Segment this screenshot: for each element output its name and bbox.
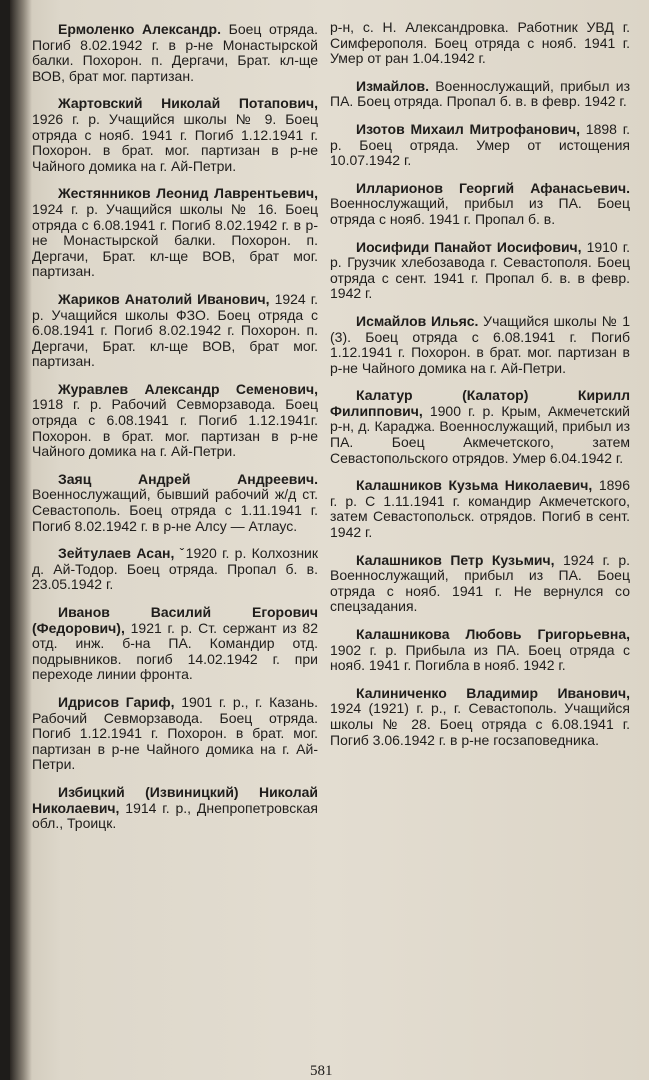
- entry: [32, 785, 318, 832]
- entry-name: Избицкий (Извиницкий) Николай Николаевич,: [32, 783, 318, 816]
- entry-name: Ермоленко Александр.: [58, 21, 221, 37]
- book-page: [10, 0, 649, 1080]
- entry: [32, 292, 318, 370]
- entry-name: Жестянников Леонид Лаврентьевич,: [58, 185, 318, 202]
- entry-name: Калиниченко Владимир Иванович,: [356, 684, 630, 701]
- entry-text: 1900 г. р. Крым, Акмечетский р-н, д. Караджа. Военнослужащий, прибыл из ПА. Боец Акмечетского, затем Севастопольского отрядов. Умер 6.04.1942 г.: [330, 402, 630, 466]
- entry-text: 1921 г. р. Ст. сержант из 82 отд. инж. б-на ПА. Командир отд. подрывников. погиб 14.02.1942 г. при переходе линии фронта.: [32, 619, 318, 683]
- entry-name: Заяц Андрей Андреевич.: [58, 470, 318, 487]
- entry: [32, 472, 318, 534]
- entry: [32, 96, 318, 174]
- entry-text: р-н, с. Н. Александровка. Работник УВД г. Симферополя. Боец отряда с нояб. 1941 г. Умер от ран 1.04.1942 г.: [330, 19, 630, 67]
- entry: [330, 553, 630, 615]
- entry-name: Изотов Михаил Митрофанович,: [356, 120, 581, 137]
- entry: [32, 22, 318, 84]
- entry: [330, 314, 630, 376]
- entry: [330, 79, 630, 110]
- entry-text: 1924 (1921) г. р., г. Севастополь. Учащийся школы № 28. Боец отряда с 6.08.1941 г. Погиб 3.06.1942 г. в р-не госзаповедника.: [330, 700, 630, 748]
- entry: [330, 122, 630, 169]
- entry-name: Исмайлов Ильяс.: [356, 312, 479, 329]
- entry: [32, 546, 318, 593]
- book-spine-shadow: [10, 0, 32, 1080]
- entry-name: Идрисов Гариф,: [58, 693, 175, 710]
- entry-name: Калашников Петр Кузьмич,: [356, 551, 555, 568]
- entry: [32, 186, 318, 280]
- entry-continued: [330, 20, 630, 67]
- entry-name: Иосифиди Панайот Иосифович,: [356, 238, 582, 255]
- entry: [32, 605, 318, 683]
- entry-name: Калатур (Калатор) Кирилл Филиппович,: [330, 387, 630, 419]
- entry: [330, 240, 630, 302]
- entry-name: Измайлов.: [356, 77, 429, 94]
- entry-text: 1914 г. р., Днепропетровская обл., Троицк.: [32, 799, 318, 832]
- right-column: [330, 20, 630, 760]
- entry-text: 1924 г. р. Учащийся школы ФЗО. Боец отряда с 6.08.1941 г. Погиб 8.02.1942 г. Похорон. п. Дергачи, Брат. кл-ще ВОВ, брат мог. партизан.: [32, 290, 318, 370]
- left-column: [32, 22, 318, 844]
- entry-name: Калашников Кузьма Николаевич,: [356, 477, 593, 494]
- entry-text: Учащийся школы № 1 (3). Боец отряда с 6.08.1941 г. Погиб 1.12.1941 г. Похорон. в брат. мог. партизан в р-не Чайного домика на г. Ай-Петри.: [330, 312, 630, 376]
- entry-text: Военнослужащий, прибыл из ПА. Боец отряда с нояб. 1941 г. Пропал б. в.: [330, 195, 630, 227]
- page-number: 581: [310, 1063, 333, 1079]
- entry-name: Жариков Анатолий Иванович,: [58, 290, 270, 307]
- entry-text: Боец отряда. Погиб 8.02.1942 г. в р-не Монастырской балки. Похорон. п. Дергачи, Брат. кл-ще ВОВ, брат мог. партизан.: [32, 21, 318, 84]
- entry-text: 1918 г. р. Рабочий Севморзавода. Боец отряда с 6.08.1941 г. Погиб 1.12.1941г. Похорон. в брат. мог. партизан в р-не Чайного домика на г. Ай-Петри.: [32, 396, 318, 460]
- entry-text: 1898 г. р. Боец отряда. Умер от истощения 10.07.1942 г.: [330, 120, 630, 169]
- entry: [32, 382, 318, 460]
- entry-name: Калашникова Любовь Григорьевна,: [356, 626, 630, 642]
- entry-name: Илларионов Георгий Афанасьевич.: [356, 179, 630, 196]
- entry-text: 1896 г. р. С 1.11.1941 г. командир Акмечетского, затем Севастопольск. отрядов. Погиб в сент. 1942 г.: [330, 477, 630, 541]
- entry-text: ˇ1920 г. р. Колхозник д. Ай-Тодор. Боец отряда. Пропал б. в. 23.05.1942 г.: [32, 545, 318, 593]
- entry: [330, 181, 630, 228]
- entry-name: Жартовский Николай Потапович,: [58, 95, 318, 112]
- entry-text: 1910 г. р. Грузчик хлебозавода г. Севастополя. Боец отряда с сент. 1941 г. Пропал б. в. в февр. 1942 г.: [330, 238, 630, 302]
- entry-name: Журавлев Александр Семенович,: [58, 380, 318, 397]
- entry-text: 1924 г. р. Военнослужащий, прибыл из ПА. Боец отряда с нояб. 1941 г. Не вернулся со спецзадания.: [330, 551, 631, 615]
- entry-text: Военнослужащий, прибыл из ПА. Боец отряда. Пропал б. в. в февр. 1942 г.: [330, 77, 630, 110]
- entry: [330, 388, 630, 466]
- entry-text: 1902 г. р. Прибыла из ПА. Боец отряда с нояб. 1941 г. Погибла в нояб. 1942 г.: [330, 641, 630, 674]
- entry: [330, 627, 630, 674]
- entry-name: Зейтулаев Асан,: [58, 545, 175, 562]
- entry-text: 1924 г. р. Учащийся школы № 16. Боец отряда с 6.08.1941 г. Погиб 8.02.1942 г. в р-не Монастырской балки. Похорон. п. Дергачи, Брат. кл-ще ВОВ, брат мог. партизан.: [32, 200, 318, 280]
- entry-name: Иванов Василий Егорович (Федорович),: [32, 604, 318, 636]
- entry: [330, 478, 630, 540]
- entry-text: 1901 г. р., г. Казань. Рабочий Севморзавода. Боец отряда. Погиб 1.12.1941 г. Похорон. в брат. мог. партизан в р-не Чайного домика на г. Ай-Петри.: [32, 693, 318, 773]
- entry-text: Военнослужащий, бывший рабочий ж/д ст. Севастополь. Боец отряда с 1.11.1941 г. Погиб 8.02.1942 г. в р-не Алсу — Атлаус.: [32, 486, 318, 534]
- entry: [330, 686, 630, 748]
- entry: [32, 695, 318, 773]
- entry-text: 1926 г. р. Учащийся школы № 9. Боец отряда с нояб. 1941 г. Погиб 1.12.1941 г. Похорон. в брат. мог. партизан в р-не Чайного домика на г. Ай-Петри.: [32, 110, 318, 174]
